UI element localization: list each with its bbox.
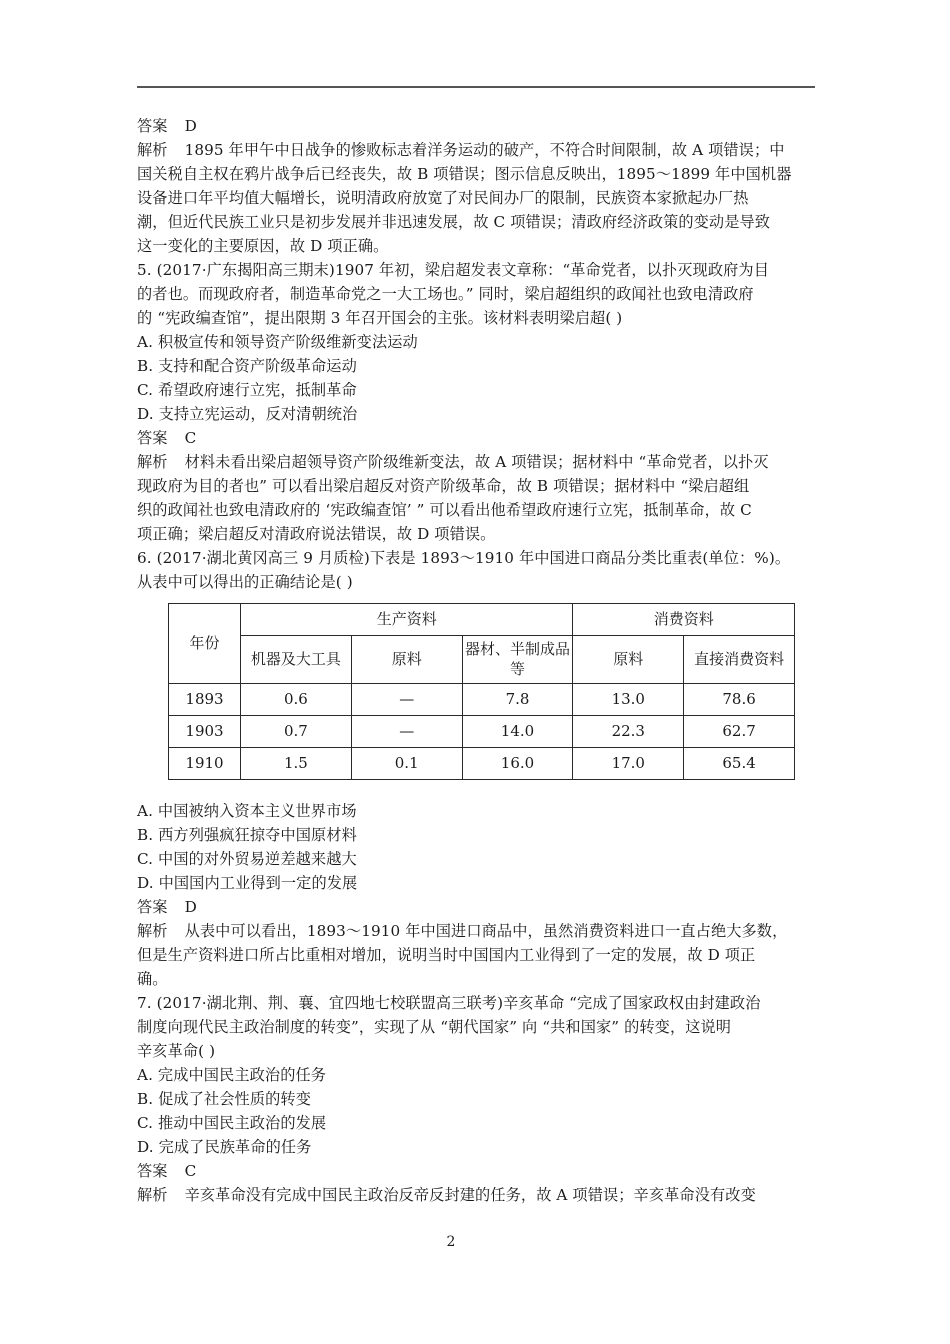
question-stem-text: 的者也。而现政府者，制造革命党之一大工场也。” 同时，梁启超组织的政闻社也致电清政府 [137, 285, 754, 303]
table-header-equipment-semifinished: 器材、半制成品等 [462, 636, 573, 684]
analysis-text: 项正确；梁启超反对清政府说法错误，故 D 项错误。 [137, 525, 496, 543]
page-number-text: 2 [446, 1234, 456, 1250]
question-stem-line [137, 306, 815, 330]
table-row [169, 716, 795, 748]
table-header-direct-consumption: 直接消费资料 [684, 636, 795, 684]
question-stem-text: 从表中可以得出的正确结论是( ) [137, 573, 353, 591]
cell-equipment-semifinished: 7.8 [462, 684, 573, 716]
answer-label: 答案 [137, 117, 168, 135]
option-b-label: B. 西方列强疯狂掠夺中国原材料 [137, 826, 357, 844]
option-b[interactable] [137, 354, 815, 378]
answer-block-q4 [137, 114, 815, 258]
question-block-7 [137, 991, 815, 1207]
analysis-line [137, 474, 815, 498]
cell-direct-consumption: 62.7 [684, 716, 795, 748]
option-d[interactable] [137, 871, 815, 895]
option-d-label: D. 中国国内工业得到一定的发展 [137, 874, 358, 892]
analysis-text: 1895 年甲午中日战争的惨败标志着洋务运动的破产，不符合时间限制，故 A 项错误；中 [184, 141, 785, 159]
cell-raw-material-cons: 17.0 [573, 748, 684, 780]
import-goods-table-wrap [168, 603, 795, 780]
analysis-text: 辛亥革命没有完成中国民主政治反帝反封建的任务，故 A 项错误；辛亥革命没有改变 [184, 1186, 756, 1204]
option-c[interactable] [137, 1111, 815, 1135]
cell-year: 1893 [169, 684, 241, 716]
answer-value: C [184, 1162, 197, 1180]
analysis-line [137, 919, 815, 943]
analysis-text: 国关税自主权在鸦片战争后已经丧失，故 B 项错误；图示信息反映出，1895～1899 年中国机器 [137, 165, 792, 183]
option-d[interactable] [137, 402, 815, 426]
option-c[interactable] [137, 847, 815, 871]
answer-line [137, 426, 815, 450]
cell-raw-material-prod: 0.1 [351, 748, 462, 780]
question-stem-line [137, 570, 815, 594]
cell-raw-material-cons: 22.3 [573, 716, 684, 748]
question-stem-text: 制度向现代民主政治制度的转变”，实现了从 “朝代国家” 向 “共和国家” 的转变，这说明 [137, 1018, 732, 1036]
table-header-row-sub [169, 636, 795, 684]
question-stem-line [137, 1015, 815, 1039]
analysis-line [137, 943, 815, 967]
option-c-label: C. 希望政府速行立宪，抵制革命 [137, 381, 357, 399]
analysis-line [137, 234, 815, 258]
table-header-consumption-materials: 消费资料 [573, 604, 795, 636]
question-block-5 [137, 258, 815, 546]
table-header-production-materials: 生产资料 [241, 604, 573, 636]
option-d-label: D. 完成了民族革命的任务 [137, 1138, 312, 1156]
cell-machinery: 0.7 [241, 716, 352, 748]
option-d[interactable] [137, 1135, 815, 1159]
table-header-year: 年份 [169, 604, 241, 684]
table-row [169, 748, 795, 780]
analysis-text: 织的政闻社也致电清政府的 ‘宪政编查馆’ ” 可以看出他希望政府速行立宪，抵制革命，故 C [137, 501, 752, 519]
analysis-line [137, 450, 815, 474]
analysis-label: 解析 [137, 922, 168, 940]
question-stem-line [137, 1039, 815, 1063]
table-header-machinery: 机器及大工具 [241, 636, 352, 684]
answer-line [137, 114, 815, 138]
analysis-label: 解析 [137, 1186, 168, 1204]
table-header-raw-material-cons: 原料 [573, 636, 684, 684]
cell-year: 1903 [169, 716, 241, 748]
analysis-line [137, 498, 815, 522]
answer-label: 答案 [137, 898, 168, 916]
cell-raw-material-prod: — [351, 716, 462, 748]
option-c[interactable] [137, 378, 815, 402]
analysis-text: 材料未看出梁启超领导资产阶级维新变法，故 A 项错误；据材料中 “革命党者，以扑灭 [184, 453, 769, 471]
question-stem-line [137, 991, 815, 1015]
question-stem-text: 6. (2017·湖北黄冈高三 9 月质检)下表是 1893～1910 年中国进口商品分类比重表(单位：%)。 [137, 549, 791, 567]
analysis-text: 但是生产资料进口所占比重相对增加，说明当时中国国内工业得到了一定的发展，故 D 项正 [137, 946, 756, 964]
table-header-raw-material-prod: 原料 [351, 636, 462, 684]
option-d-label: D. 支持立宪运动，反对清朝统治 [137, 405, 358, 423]
analysis-line [137, 522, 815, 546]
question-block-6 [137, 546, 815, 991]
option-a-label: A. 中国被纳入资本主义世界市场 [137, 802, 357, 820]
cell-direct-consumption: 65.4 [684, 748, 795, 780]
analysis-line [137, 162, 815, 186]
question-stem-text: 7. (2017·湖北荆、荆、襄、宜四地七校联盟高三联考)辛亥革命 “完成了国家政权由封建政治 [137, 994, 761, 1012]
analysis-text: 现政府为目的者也” 可以看出梁启超反对资产阶级革命，故 B 项错误；据材料中 “梁启超组 [137, 477, 750, 495]
cell-raw-material-prod: — [351, 684, 462, 716]
cell-equipment-semifinished: 16.0 [462, 748, 573, 780]
option-a-label: A. 积极宣传和领导资产阶级维新变法运动 [137, 333, 418, 351]
answer-label: 答案 [137, 1162, 168, 1180]
question-stem-text: 的 “宪政编查馆”，提出限期 3 年召开国会的主张。该材料表明梁启超( ) [137, 309, 623, 327]
import-goods-table [168, 603, 795, 780]
page-number [0, 1234, 950, 1250]
answer-line [137, 1159, 815, 1183]
page-content [137, 86, 815, 1207]
cell-raw-material-cons: 13.0 [573, 684, 684, 716]
option-c-label: C. 推动中国民主政治的发展 [137, 1114, 327, 1132]
answer-label: 答案 [137, 429, 168, 447]
analysis-text: 确。 [137, 970, 168, 988]
analysis-text: 从表中可以看出，1893～1910 年中国进口商品中，虽然消费资料进口一直占绝大多数， [184, 922, 788, 940]
answer-value: C [184, 429, 197, 447]
option-b-label: B. 促成了社会性质的转变 [137, 1090, 311, 1108]
option-a[interactable] [137, 330, 815, 354]
analysis-text: 潮，但近代民族工业只是初步发展并非迅速发展，故 C 项错误；清政府经济政策的变动是导致 [137, 213, 771, 231]
cell-machinery: 0.6 [241, 684, 352, 716]
answer-line [137, 895, 815, 919]
question-stem-line [137, 258, 815, 282]
answer-value: D [184, 898, 197, 916]
table-row [169, 684, 795, 716]
option-b[interactable] [137, 1087, 815, 1111]
option-a[interactable] [137, 799, 815, 823]
analysis-line [137, 138, 815, 162]
option-a-label: A. 完成中国民主政治的任务 [137, 1066, 327, 1084]
answer-value: D [184, 117, 197, 135]
analysis-line [137, 967, 815, 991]
analysis-line [137, 1183, 815, 1207]
analysis-label: 解析 [137, 453, 168, 471]
analysis-text: 这一变化的主要原因，故 D 项正确。 [137, 237, 389, 255]
cell-year: 1910 [169, 748, 241, 780]
cell-direct-consumption: 78.6 [684, 684, 795, 716]
question-stem-line [137, 546, 815, 570]
option-a[interactable] [137, 1063, 815, 1087]
analysis-text: 设备进口年平均值大幅增长，说明清政府放宽了对民间办厂的限制，民族资本家掀起办厂热 [137, 189, 749, 207]
analysis-label: 解析 [137, 141, 168, 159]
option-c-label: C. 中国的对外贸易逆差越来越大 [137, 850, 357, 868]
analysis-line [137, 186, 815, 210]
analysis-line [137, 210, 815, 234]
question-stem-text: 辛亥革命( ) [137, 1042, 216, 1060]
question-stem-text: 5. (2017·广东揭阳高三期末)1907 年初，梁启超发表文章称：“革命党者，以扑灭现政府为目 [137, 261, 769, 279]
table-header-row-group [169, 604, 795, 636]
question-stem-line [137, 282, 815, 306]
option-b-label: B. 支持和配合资产阶级革命运动 [137, 357, 357, 375]
header-rule [137, 86, 815, 88]
cell-machinery: 1.5 [241, 748, 352, 780]
option-b[interactable] [137, 823, 815, 847]
cell-equipment-semifinished: 14.0 [462, 716, 573, 748]
